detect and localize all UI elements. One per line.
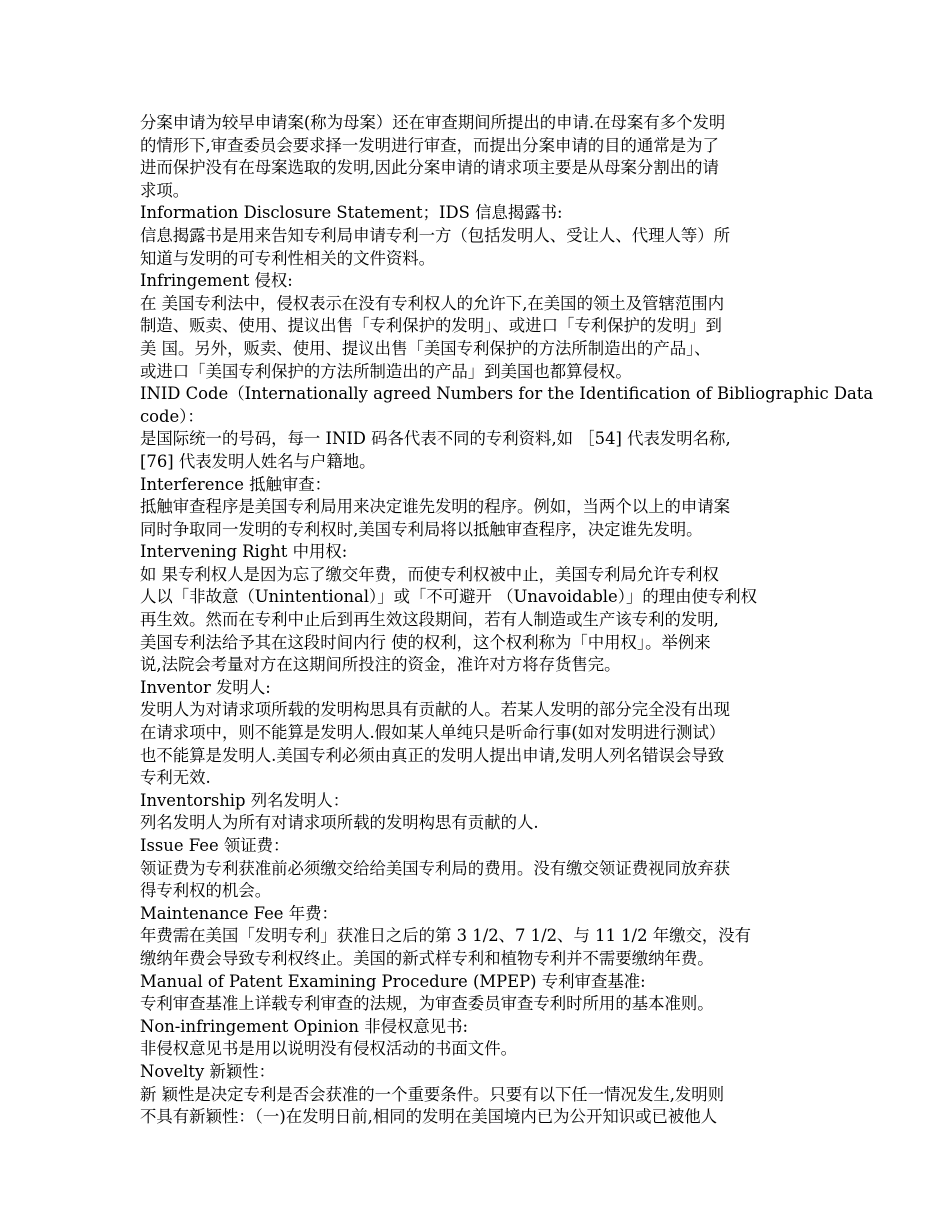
text-line: 美 国。另外，贩卖、使用、提议出售「美国专利保护的方法所制造出的产品」、 <box>140 338 711 358</box>
text-line: 是国际统一的号码，每一 INID 码各代表不同的专利资料,如 ［54] 代表发明名称, <box>140 429 731 449</box>
text-line: Novelty 新颖性： <box>140 1061 276 1081</box>
text-line: 专利审查基准上详载专利审查的法规，为审查委员审查专利时所用的基本准则。 <box>140 994 714 1014</box>
text-line: 不具有新颖性：（一)在发明日前,相同的发明在美国境内已为公开知识或已被他人 <box>140 1107 718 1127</box>
text-line: 发明人为对请求项所载的发明构思具有贡献的人。若某人发明的部分完全没有出现 <box>140 700 731 720</box>
text-line: 年费需在美国「发明专利」获准日之后的第 3 1/2、7 1/2、与 11 1/2 年缴交，没有 <box>140 926 752 946</box>
text-line: Intervening Right 中用权: <box>140 542 348 562</box>
text-line: 得专利权的机会。 <box>140 881 272 901</box>
text-line: 列名发明人为所有对请求项所载的发明构思有贡献的人. <box>140 813 539 833</box>
text-line: 求项。 <box>140 180 190 200</box>
text-line: 信息揭露书是用来告知专利局申请专利一方（包括发明人、受让人、代理人等）所 <box>140 225 731 245</box>
text-line: 在 美国专利法中，侵权表示在没有专利权人的允许下,在美国的领土及管辖范围内 <box>140 293 725 313</box>
text-line: 如 果专利权人是因为忘了缴交年费，而使专利权被中止，美国专利局允许专利权 <box>140 564 719 584</box>
text-line: 说,法院会考量对方在这期间所投注的资金，准许对方将存货售完。 <box>140 655 621 675</box>
text-line: 或进口「美国专利保护的方法所制造出的产品」到美国也都算侵权。 <box>140 361 632 381</box>
text-line: 同时争取同一发明的专利权时,美国专利局将以抵触审查程序，决定谁先发明。 <box>140 519 703 539</box>
text-line: Maintenance Fee 年费： <box>140 903 338 923</box>
text-line: [76] 代表发明人姓名与户籍地。 <box>140 451 376 471</box>
text-line: Issue Fee 领证费： <box>140 836 290 855</box>
text-line: Manual of Patent Examining Procedure (MPEP) 专利审查基准: <box>140 971 646 991</box>
text-line: 人以「非故意（Unintentional）」或「不可避开 （Unavoidable）」的理由使专利权 <box>140 587 758 607</box>
text-line: INID Code（Internationally agreed Numbers for the Identification of Bibliographic Data <box>140 384 874 404</box>
text-line: 新 颖性是决定专利是否会获准的一个重要条件。只要有以下任一情况发生,发明则 <box>140 1084 725 1104</box>
text-line: Information Disclosure Statement；IDS 信息揭露书: <box>140 203 563 223</box>
text-line: Interference 抵触审查： <box>140 474 332 494</box>
text-line: Inventorship 列名发明人： <box>140 790 350 810</box>
text-line: 缴纳年费会导致专利权终止。美国的新式样专利和植物专利并不需要缴纳年费。 <box>140 948 714 968</box>
text-line: 的情形下,审查委员会要求择一发明进行审查，而提出分案申请的目的通常是为了 <box>140 135 719 155</box>
text-line: 分案申请为较早申请案(称为母案）还在审查期间所提出的申请.在母案有多个发明 <box>140 113 726 132</box>
text-line: 领证费为专利获准前必须缴交给给美国专利局的费用。没有缴交领证费视同放弃获 <box>140 858 731 878</box>
text-line: 进而保护没有在母案选取的发明,因此分案申请的请求项主要是从母案分割出的请 <box>140 158 719 178</box>
text-line: 非侵权意见书是用以说明没有侵权活动的书面文件。 <box>140 1039 517 1059</box>
text-line: 制造、贩卖、使用、提议出售「专利保护的发明」、或进口「专利保护的发明」到 <box>140 316 722 336</box>
text-line: 美国专利法给予其在这段时间内行 使的权利，这个权利称为「中用权」。举例来 <box>140 632 711 652</box>
text-line: 抵触审查程序是美国专利局用来决定谁先发明的程序。例如，当两个以上的申请案 <box>140 497 731 517</box>
text-line: 知道与发明的可专利性相关的文件资料。 <box>140 248 436 268</box>
text-line: 专利无效. <box>140 768 211 788</box>
text-line: 再生效。然而在专利中止后到再生效这段期间，若有人制造或生产该专利的发明, <box>140 610 719 630</box>
text-line: 在请求项中，则不能算是发明人.假如某人单纯只是听命行事(如对发明进行测试） <box>140 723 726 743</box>
text-line: Non-infringement Opinion 非侵权意见书: <box>140 1016 469 1036</box>
text-line: Inventor 发明人: <box>140 677 271 697</box>
text-line: 也不能算是发明人.美国专利必须由真正的发明人提出申请,发明人列名错误会导致 <box>140 745 725 765</box>
text-line: code）： <box>140 406 204 426</box>
text-line: Infringement 侵权: <box>140 271 293 291</box>
